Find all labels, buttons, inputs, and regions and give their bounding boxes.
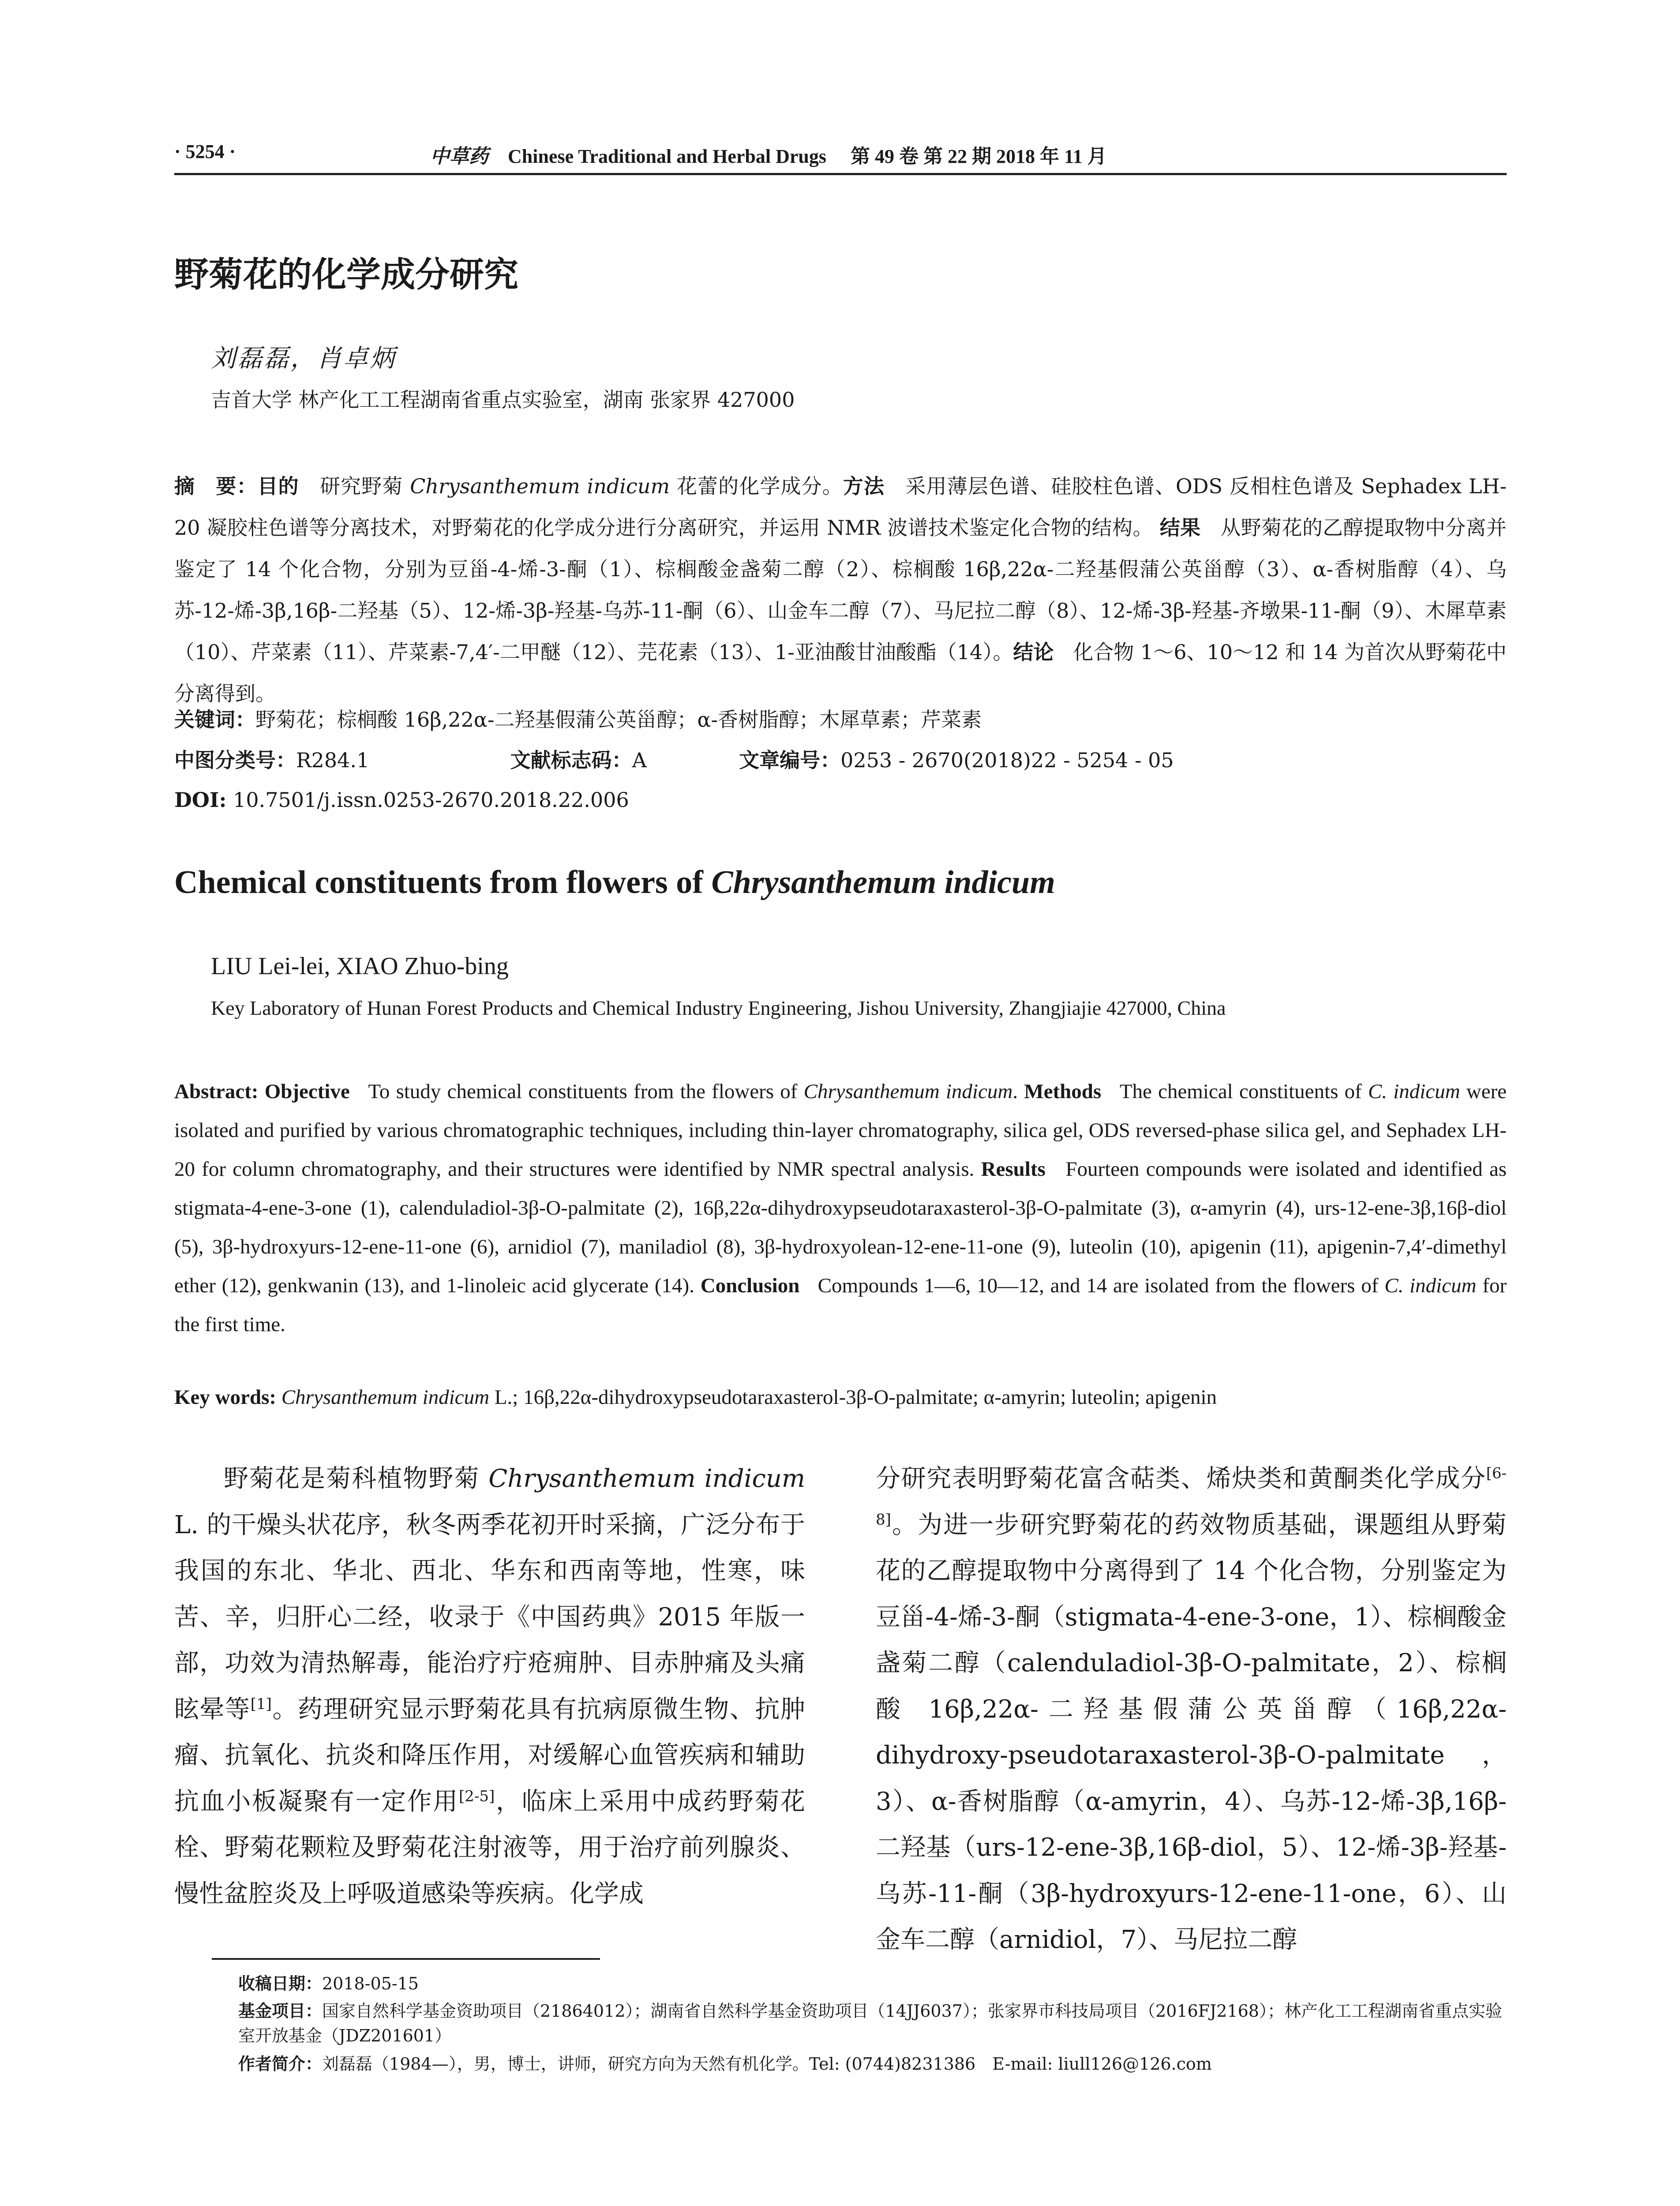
- objective-text-en-end: .: [1012, 1080, 1018, 1103]
- citation-ref[interactable]: [1]: [250, 1695, 272, 1713]
- footnote-author: [238, 2052, 1212, 2076]
- doc-code-value: A: [632, 748, 647, 772]
- title-en-species: Chrysanthemum indicum: [711, 864, 1055, 900]
- methods-species-en: C. indicum: [1368, 1080, 1460, 1103]
- authors-cn: 刘磊磊，肖卓炳: [211, 344, 396, 373]
- footnote-rule: [212, 1958, 600, 1960]
- conclusion-label-en: Conclusion: [700, 1274, 800, 1297]
- affiliation-en: Key Laboratory of Hunan Forest Products and Chemical Industry Engineering, Jishou University, Zhangjiajie 427000, China: [211, 997, 1226, 1019]
- journal-name-en: Chinese Traditional and Herbal Drugs: [508, 146, 827, 167]
- body-column-right: [876, 1456, 1507, 1963]
- abstract-en: [174, 1072, 1507, 1344]
- body-text: 分研究表明野菊花富含萜类、烯炔类和黄酮类化学成分: [876, 1464, 1486, 1493]
- objective-label-cn: 目的: [257, 474, 299, 498]
- keywords-label-en: Key words:: [174, 1386, 277, 1409]
- article-no-label: 文章编号：: [739, 748, 841, 772]
- methods-text-cn: 采用薄层色谱、硅胶柱色谱、ODS 反相柱色谱及 Sephadex LH-20 凝胶柱色谱等分离技术，对野菊花的化学成分进行分离研究，并运用 NMR 波谱技术鉴定化合物的结构。: [174, 474, 1507, 540]
- footnote-received: [238, 1971, 419, 1996]
- header-rule: [174, 173, 1507, 175]
- page-number: · 5254 ·: [174, 141, 236, 162]
- authors-en: LIU Lei-lei, XIAO Zhuo-bing: [211, 953, 509, 980]
- conclusion-species-en: C. indicum: [1384, 1274, 1477, 1297]
- objective-text-cn: 研究野菊: [319, 474, 410, 498]
- results-text-cn: 从野菊花的乙醇提取物中分离并鉴定了 14 个化合物，分别为豆甾-4-烯-3-酮（1）、棕榈酸金盏菊二醇（2）、棕榈酸 16β,22α-二羟基假蒲公英甾醇（3）、α-香树脂醇（4）、乌苏-12-烯-3β,16β-二羟基（5）、12-烯-3β-羟基-乌苏-11-酮（6）、山金车二醇（7）、马尼拉二醇（8）、12-烯-3β-羟基-齐墩果-11-酮（9）、木犀草素（10）、芹菜素（11）、芹菜素-7,4′-二甲醚（12）、芫花素（13）、1-亚油酸甘油酸酯（14）。: [174, 516, 1507, 664]
- conclusion-text-cn: 化合物 1～6、10～12 和 14 为首次从野菊花中分离得到。: [174, 640, 1507, 705]
- citation-ref[interactable]: [6-8]: [876, 1464, 1507, 1528]
- objective-text-en: To study chemical constituents from the flowers of: [368, 1080, 804, 1103]
- conclusion-text-en: Compounds 1—6, 10—12, and 14 are isolated from the flowers of: [818, 1274, 1385, 1297]
- author-bio-text: 刘磊磊（1984—），男，博士，讲师，研究方向为天然有机化学。Tel: (0744)8231386 E-mail: liull126@126.com: [322, 2054, 1212, 2074]
- running-header: [174, 140, 1507, 167]
- citation-ref[interactable]: [2-5]: [459, 1787, 495, 1805]
- received-date: 2018-05-15: [322, 1974, 419, 1993]
- classification-line: [174, 750, 1507, 770]
- doc-code-label: 文献标志码：: [510, 748, 632, 772]
- article-title-cn: 野菊花的化学成分研究: [174, 255, 519, 295]
- funding-text: 国家自然科学基金资助项目（21864012）；湖南省自然科学基金资助项目（14JJ6037）；张家界市科技局项目（2016FJ2168）；林产化工工程湖南省重点实验室开放基金（JDZ201601）: [238, 2001, 1502, 2045]
- journal-name-cn: 中草药: [430, 146, 488, 167]
- journal-line: [430, 140, 1107, 169]
- results-text-en: Fourteen compounds were isolated and identified as stigmata-4-ene-3-one (1), calenduladiol-3β-O-palmitate (2), 16β,22α-dihydroxypseudotaraxasterol-3β-O-palmitate (3), α-amyrin (4), urs-12-ene-3β,16β-diol (5), 3β-hydroxyurs-12-ene-11-one (6), arnidiol (7), maniladiol (8), 3β-hydroxyolean-12-ene-11-one (9), luteolin (10), apigenin (11), apigenin-7,4′-dimethyl ether (12), genkwanin (13), and 1-linoleic acid glycerate (14).: [174, 1158, 1507, 1297]
- clc-label: 中图分类号：: [174, 748, 296, 772]
- affiliation-cn: 吉首大学 林产化工工程湖南省重点实验室，湖南 张家界 427000: [211, 388, 795, 412]
- keywords-label-cn: 关键词：: [174, 708, 255, 732]
- author-bio-label: 作者简介：: [238, 2054, 322, 2074]
- clc-value: R284.1: [296, 748, 370, 772]
- results-label-en: Results: [981, 1158, 1046, 1181]
- keywords-text-en: L.; 16β,22α-dihydroxypseudotaraxasterol-3β-O-palmitate; α-amyrin; luteolin; apigenin: [489, 1386, 1217, 1409]
- keywords-species-en: Chrysanthemum indicum: [281, 1386, 490, 1409]
- body-text: ，临床上采用中成药野菊花栓、野菊花颗粒及野菊花注射液等，用于治疗前列腺炎、慢性盆腔炎及上呼吸道感染等疾病。化学成: [174, 1787, 806, 1908]
- body-text: 。为进一步研究野菊花的药效物质基础，课题组从野菊花的乙醇提取物中分离得到了 14 个化合物，分别鉴定为豆甾-4-烯-3-酮（stigmata-4-ene-3-one，1）、棕榈酸金盏菊二醇（calenduladiol-3β-O-palmitate，2）、棕榈酸 16β,22α-二羟基假蒲公英甾醇（16β,22α-dihydroxy-pseudotaraxasterol-3β-O-palmitate，3）、α-香树脂醇（α-amyrin，4）、乌苏-12-烯-3β,16β-二羟基（urs-12-ene-3β,16β-diol，5）、12-烯-3β-羟基-乌苏-11-酮（3β-hydroxyurs-12-ene-11-one，6）、山金车二醇（arnidiol，7）、马尼拉二醇: [876, 1510, 1507, 1954]
- methods-label-en: Methods: [1024, 1080, 1102, 1103]
- species-name: Chrysanthemum indicum: [410, 474, 670, 498]
- keywords-cn: [174, 709, 1507, 730]
- doi-label: DOI:: [174, 788, 227, 812]
- article-no-value: 0253 - 2670(2018)22 - 5254 - 05: [840, 748, 1174, 772]
- body-text: L. 的干燥头状花序，秋冬两季花初开时采摘，广泛分布于我国的东北、华北、西北、华东和西南等地，性寒，味苦、辛，归肝心二经，收录于《中国药典》2015 年版一部，功效为清热解毒，能治疗疔疮痈肿、目赤肿痛及头痛眩晕等: [174, 1510, 805, 1724]
- article-title-en: [174, 864, 1055, 901]
- title-en-text: Chemical constituents from flowers of: [174, 864, 712, 900]
- keywords-en: [174, 1385, 1507, 1409]
- abstract-cn: [174, 465, 1507, 714]
- issue-info: 第 49 卷 第 22 期 2018 年 11 月: [851, 146, 1107, 167]
- body-species: Chrysanthemum indicum: [488, 1464, 805, 1493]
- objective-text-cn-end: 花蕾的化学成分。: [670, 474, 843, 498]
- body-column-left: [174, 1456, 805, 1917]
- conclusion-label-cn: 结论: [1013, 640, 1054, 664]
- footnote-funding: [238, 1999, 1509, 2048]
- received-label: 收稿日期：: [238, 1974, 322, 1993]
- abstract-label-en: Abstract: Objective: [174, 1080, 350, 1103]
- results-label-cn: 结果: [1159, 516, 1201, 540]
- methods-text-en: The chemical constituents of: [1119, 1080, 1368, 1103]
- methods-label-cn: 方法: [843, 474, 885, 498]
- funding-label: 基金项目：: [238, 2001, 322, 2021]
- doi-line: [174, 790, 1507, 810]
- body-text: 。药理研究显示野菊花具有抗病原微生物、抗肿瘤、抗氧化、抗炎和降压作用，对缓解心血管疾病和辅助抗血小板凝聚有一定作用: [174, 1695, 806, 1816]
- keywords-text-cn: 野菊花；棕榈酸 16β,22α-二羟基假蒲公英甾醇；α-香树脂醇；木犀草素；芹菜素: [255, 708, 982, 732]
- conclusion-text-en-end: for the first time.: [174, 1274, 1507, 1336]
- methods-text-en-end: were isolated and purified by various chromatographic techniques, including thin-layer chromatography, silica gel, ODS reversed-phase silica gel, and Sephadex LH-20 for column chromatography, and their structures were identified by NMR spectral analysis.: [174, 1080, 1507, 1181]
- abstract-label-cn: 摘 要：: [174, 474, 258, 498]
- doi-value[interactable]: 10.7501/j.issn.0253-2670.2018.22.006: [233, 788, 629, 812]
- objective-species-en: Chrysanthemum indicum: [803, 1080, 1013, 1103]
- body-text: 野菊花是菊科植物野菊: [224, 1464, 489, 1493]
